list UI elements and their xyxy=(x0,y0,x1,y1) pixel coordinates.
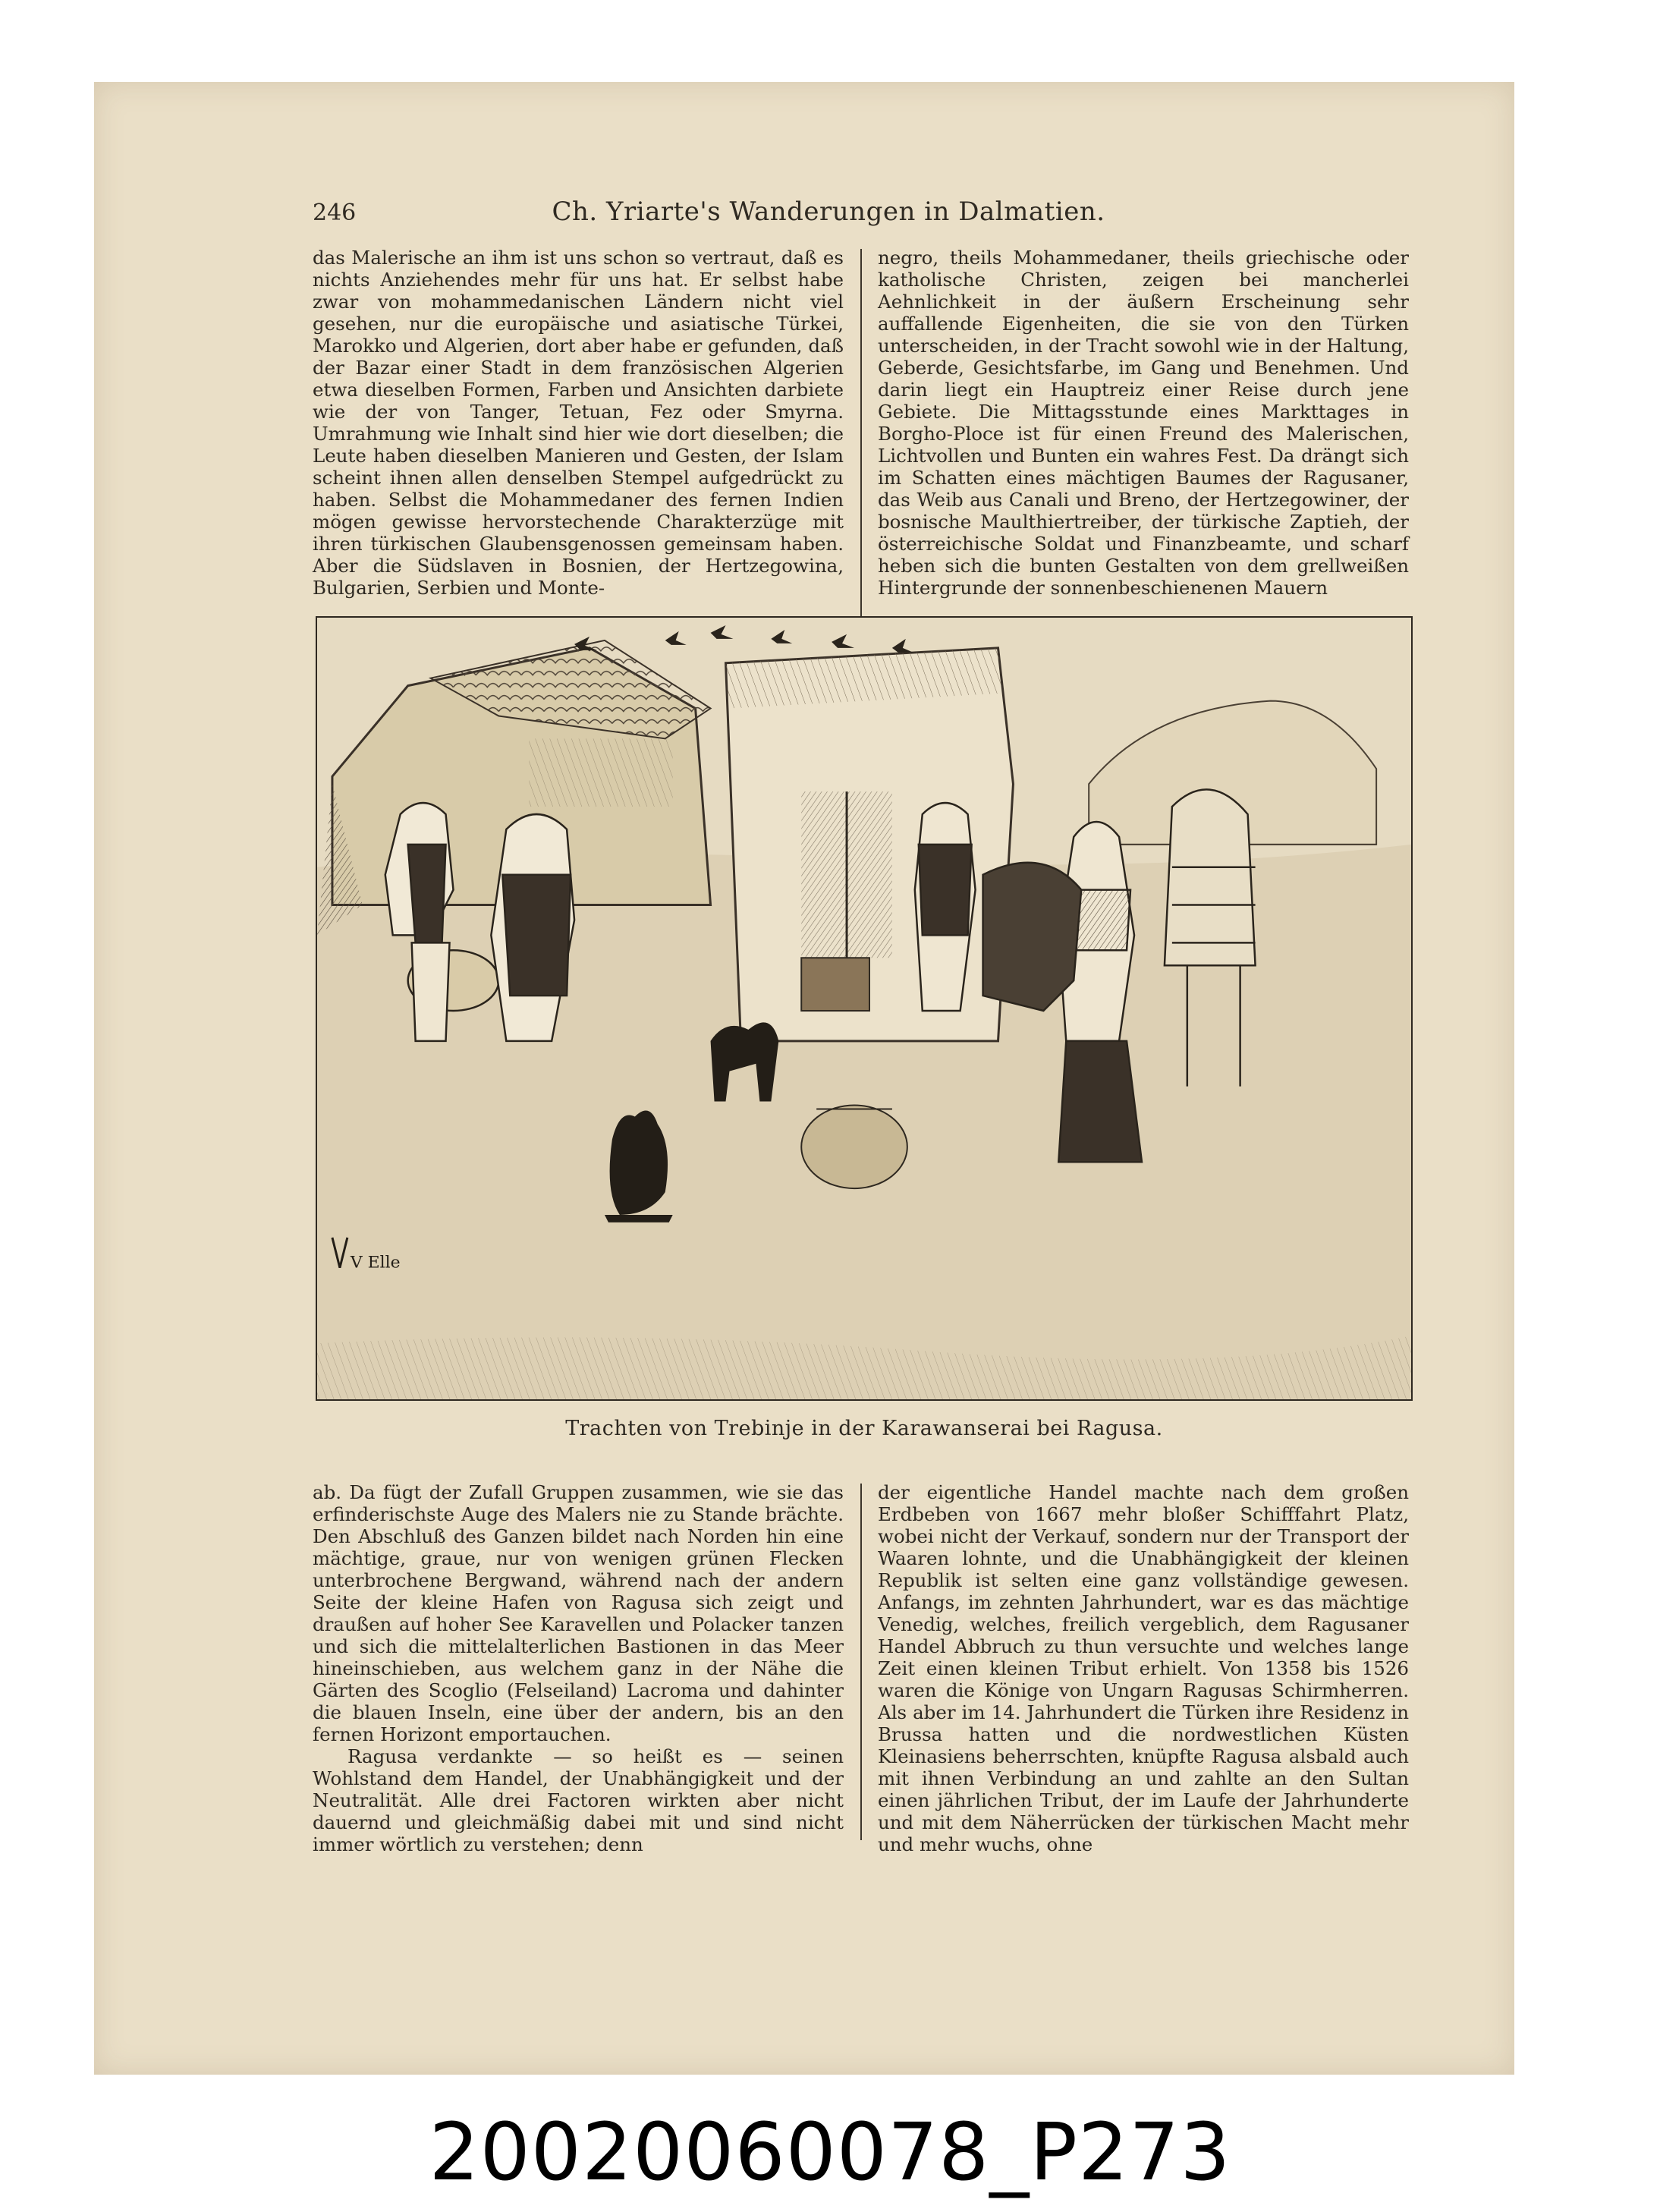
illustration-caption: Trachten von Trebinje in der Karawanserai bei Ragusa. xyxy=(565,1417,1163,1440)
paragraph: negro, theils Mohammedaner, theils griechische oder katholische Christen, zeigen bei mancherlei Aehnlichkeit in der äußern Erscheinung sehr auffallende Eigenheiten, die sie von den Türken unterscheiden, in der Tracht sowohl wie in der Haltung, Geberde, Gesichtsfarbe, im Gang und Benehmen. Und darin liegt ein Hauptreiz einer Reise durch jene Gebiete. Die Mittagsstunde eines Markttages in Borgho-Ploce ist für einen Freund des Malerischen, Lichtvollen und Bunten ein wahres Fest. Da drängt sich im Schatten eines mächtigen Baumes der Ragusaner, das Weib aus Canali und Breno, der Hertzegowiner, der bosnische Maulthiertreiber, der türkische Zaptieh, der österreichische Soldat und Finanzbeamte, und scharf heben sich die bunten Gestalten von dem grellweißen Hintergrunde der sonnenbeschienenen Mauern xyxy=(878,247,1409,599)
column-divider xyxy=(860,1484,862,1840)
lower-right-column xyxy=(878,1481,1409,1855)
paragraph: der eigentliche Handel machte nach dem großen Erdbeben von 1667 mehr bloßer Schifffahrt Platz, wobei nicht der Verkauf, sondern nur der Transport der Waaren lohnte, und die Unabhängigkeit der kleinen Republik ist selten eine ganz vollständige gewesen. Anfangs, im zehnten Jahrhundert, war es das mächtige Venedig, welches, freilich vergeblich, dem Ragusaner Handel Abbruch zu thun versuchte und welches lange Zeit einen kleinen Tribut erhielt. Von 1358 bis 1526 waren die Könige von Ungarn Ragusas Schirmherren. Als aber im 14. Jahrhundert die Türken ihre Residenz in Brussa hatten und die nordwestlichen Küsten Kleinasiens beherrschten, knüpfte Ragusa alsbald auch mit ihnen Verbindung an und zahlte an den Sultan einen jährlichen Tribut, der im Laufe der Jahrhunderte und mit dem Näherrücken der türkischen Macht mehr und mehr wuchs, ohne xyxy=(878,1481,1409,1855)
upper-left-column xyxy=(313,247,844,599)
engraving-drawing xyxy=(317,618,1411,1399)
running-title: Ch. Yriarte's Wanderungen in Dalmatien. xyxy=(552,197,1105,227)
paragraph: Ragusa verdankte — so heißt es — seinen Wohlstand dem Handel, der Unabhängigkeit und der Neutralität. Alle drei Factoren wirkten aber nicht dauernd und gleichmäßig dabei mit und sind nicht immer wörtlich zu verstehen; denn xyxy=(313,1745,844,1855)
catalog-id-label: 20020060078_P273 xyxy=(429,2106,1231,2198)
artist-signature-text: V Elle xyxy=(350,1253,401,1273)
engraving-illustration xyxy=(316,616,1413,1401)
page-header xyxy=(222,194,1405,231)
upper-right-column xyxy=(878,247,1409,599)
paragraph: das Malerische an ihm ist uns schon so vertraut, daß es nichts Anziehendes mehr für uns hat. Er selbst habe zwar von mohammedanischen Ländern nicht viel gesehen, nur die europäische und asiatische Türkei, Marokko und Algerien, dort aber habe er gefunden, daß der Bazar einer Stadt in dem französischen Algerien etwa dieselben Formen, Farben und Ansichten darbiete wie der von Tanger, Tetuan, Fez oder Smyrna. Umrahmung wie Inhalt sind hier wie dort dieselben; die Leute haben dieselben Manieren und Gesten, der Islam scheint ihnen allen denselben Stempel aufgedrückt zu haben. Selbst die Mohammedaner des fernen Indien mögen gewisse hervorstechende Charakterzüge mit ihren türkischen Glaubensgenossen gemeinsam haben. Aber die Südslaven in Bosnien, der Hertzegowina, Bulgarien, Serbien und Monte- xyxy=(313,247,844,599)
column-divider xyxy=(860,249,862,628)
paragraph: ab. Da fügt der Zufall Gruppen zusammen, wie sie das erfinderischste Auge des Malers nie zu Stande brächte. Den Abschluß des Ganzen bildet nach Norden hin eine mächtige, graue, nur von wenigen grünen Flecken unterbrochene Bergwand, während nach der andern Seite der kleine Hafen von Ragusa sich zeigt und draußen auf hoher See Karavellen und Polacker tanzen und sich die mittelalterlichen Bastionen in das Meer hineinschieben, aus welchem ganz in der Nähe die Gärten des Scoglio (Felseiland) Lacroma und dahinter die blauen Inseln, eine über der andern, bis an den fernen Horizont emportauchen. xyxy=(313,1481,844,1745)
page-number: 246 xyxy=(313,200,357,226)
lower-left-column xyxy=(313,1481,844,1855)
